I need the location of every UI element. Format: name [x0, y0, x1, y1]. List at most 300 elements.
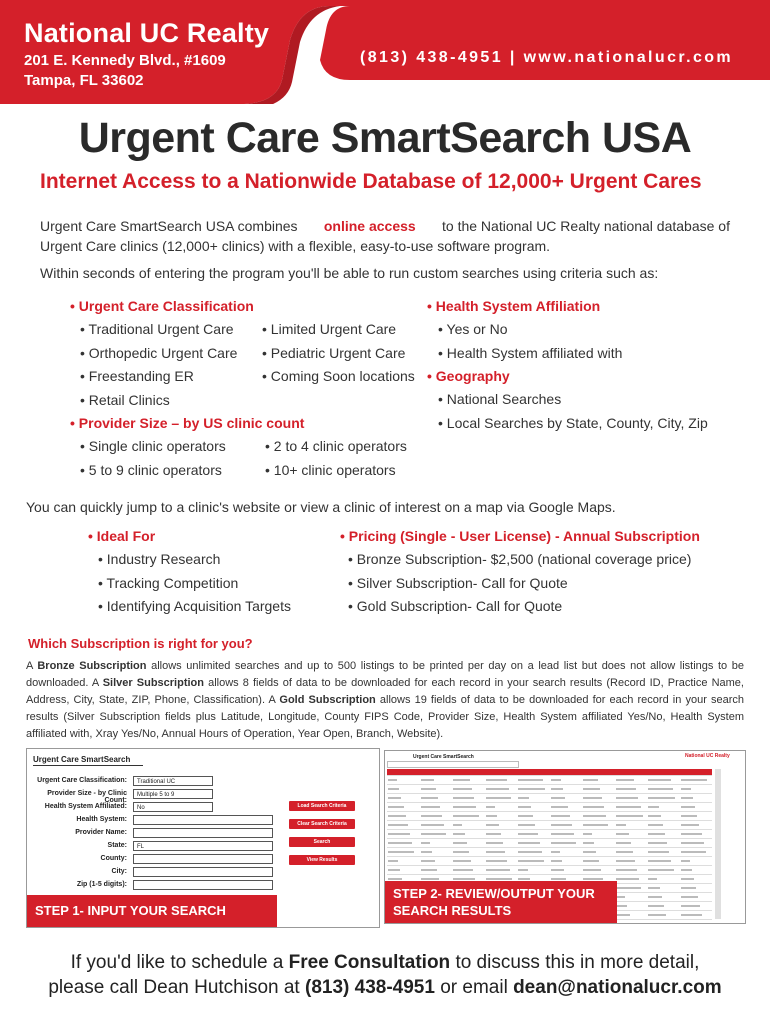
table-cell [680, 920, 713, 925]
table-cell [420, 812, 453, 821]
cell-placeholder [486, 878, 512, 880]
table-cell [387, 821, 420, 830]
gold-label: Gold Subscription [279, 694, 376, 706]
cell-placeholder [681, 833, 702, 835]
footer-text: please call Dean Hutchison at [48, 977, 300, 998]
form-label: Health System Affiliated: [44, 803, 127, 810]
cell-placeholder [518, 815, 533, 817]
cell-placeholder [551, 779, 562, 781]
table-cell [550, 848, 583, 857]
table-cell [485, 776, 518, 785]
cell-placeholder [388, 797, 401, 799]
form-label: County: [100, 855, 127, 862]
ideal-for-heading: • Ideal For [88, 528, 156, 544]
cell-placeholder [453, 878, 475, 880]
table-cell [582, 785, 615, 794]
table-cell [680, 830, 713, 839]
table-cell [550, 785, 583, 794]
table-cell [680, 776, 713, 785]
cell-placeholder [648, 833, 665, 835]
cell-placeholder [648, 923, 668, 924]
footer-email[interactable]: dean@nationalucr.com [513, 977, 722, 998]
table-cell [485, 848, 518, 857]
table-cell [452, 785, 485, 794]
table-cell [517, 857, 550, 866]
cell-placeholder [583, 851, 596, 853]
table-cell [615, 794, 648, 803]
table-cell [680, 875, 713, 884]
cell-placeholder [551, 851, 560, 853]
cell-placeholder [551, 842, 577, 844]
cell-placeholder [681, 824, 700, 826]
silver-label: Silver Subscription [102, 677, 204, 689]
list-item: • Freestanding ER [80, 368, 194, 384]
list-item: • Single clinic operators [80, 438, 226, 454]
cell-placeholder [388, 788, 399, 790]
form-label: Health System: [76, 816, 127, 823]
table-cell [420, 803, 453, 812]
cell-placeholder [648, 788, 673, 790]
cell-placeholder [453, 860, 471, 862]
cell-placeholder [518, 779, 543, 781]
table-cell [550, 866, 583, 875]
list-item: • Identifying Acquisition Targets [98, 598, 291, 614]
list-item: • Yes or No [438, 321, 508, 337]
cell-placeholder [453, 923, 468, 924]
table-cell [420, 857, 453, 866]
table-cell [517, 839, 550, 848]
free-consultation: Free Consultation [288, 952, 451, 973]
table-cell [550, 794, 583, 803]
search-form-screenshot [26, 748, 380, 950]
cell-placeholder [681, 914, 703, 916]
table-cell [387, 794, 420, 803]
table-cell [582, 830, 615, 839]
table-cell [615, 893, 648, 902]
table-row [387, 803, 712, 812]
classification-list-col2 [262, 321, 415, 392]
cell-placeholder [421, 815, 443, 817]
cell-placeholder [681, 788, 691, 790]
table-cell [582, 821, 615, 830]
cell-placeholder [421, 869, 437, 871]
table-cell [647, 902, 680, 911]
cell-placeholder [551, 788, 564, 790]
cell-placeholder [681, 896, 699, 898]
health-system-heading: • Health System Affiliation [427, 298, 601, 314]
company-address-line1: 201 E. Kennedy Blvd., #1609 [24, 52, 226, 69]
cell-placeholder [648, 878, 657, 880]
cell-placeholder [421, 842, 431, 844]
table-cell [615, 920, 648, 925]
ideal-for-list [98, 551, 291, 622]
table-cell [647, 812, 680, 821]
cell-placeholder [616, 779, 635, 781]
cell-placeholder [518, 797, 529, 799]
results-scrollbar[interactable] [715, 769, 721, 919]
cell-placeholder [486, 869, 510, 871]
clear-criteria-button[interactable]: Clear Search Criteria [289, 819, 355, 829]
table-cell [615, 884, 648, 893]
intro-text-part1: Urgent Care SmartSearch USA combines [40, 218, 298, 234]
zip-input[interactable] [133, 880, 273, 890]
cell-placeholder [616, 878, 640, 880]
list-item: • 5 to 9 clinic operators [80, 461, 222, 478]
table-cell [517, 821, 550, 830]
cell-placeholder [616, 905, 628, 907]
load-criteria-button[interactable]: Load Search Criteria [289, 801, 355, 811]
footer-line2 [0, 977, 770, 999]
table-cell [615, 785, 648, 794]
table-cell [452, 830, 485, 839]
provider-list-col1 [80, 438, 226, 485]
table-row [387, 821, 712, 830]
table-cell [615, 830, 648, 839]
list-item: • Coming Soon locations [262, 368, 415, 384]
cell-placeholder [648, 851, 669, 853]
cell-placeholder [681, 887, 697, 889]
table-cell [615, 866, 648, 875]
cell-placeholder [518, 923, 541, 924]
table-cell [485, 812, 518, 821]
intro-paragraph [40, 216, 730, 256]
cell-placeholder [486, 824, 499, 826]
table-cell [615, 911, 648, 920]
table-row [387, 839, 712, 848]
table-cell [582, 794, 615, 803]
list-item: • Silver Subscription- Call for Quote [348, 574, 568, 591]
cell-placeholder [388, 842, 412, 844]
table-cell [647, 866, 680, 875]
cell-placeholder [648, 887, 660, 889]
cell-placeholder [421, 833, 447, 835]
step2-label [385, 881, 617, 923]
geography-heading: • Geography [427, 368, 510, 384]
criteria-intro: Within seconds of entering the program you'll be able to run custom searches using criteria such as: [40, 265, 659, 281]
table-cell [452, 857, 485, 866]
list-item: • Orthopedic Urgent Care [80, 344, 238, 361]
cell-placeholder [648, 824, 663, 826]
table-cell [680, 803, 713, 812]
table-cell [647, 920, 680, 925]
cell-placeholder [421, 797, 438, 799]
table-cell [647, 785, 680, 794]
cell-placeholder [453, 842, 467, 844]
table-row [387, 830, 712, 839]
table-cell [615, 812, 648, 821]
classification-heading: • Urgent Care Classification [70, 298, 254, 314]
cell-placeholder [616, 914, 630, 916]
table-cell [420, 776, 453, 785]
cell-placeholder [518, 869, 528, 871]
table-cell [420, 848, 453, 857]
table-cell [582, 839, 615, 848]
cell-placeholder [551, 923, 578, 924]
google-maps-line: You can quickly jump to a clinic's website or view a clinic of interest on a map via Google Maps. [26, 499, 616, 515]
cell-placeholder [583, 869, 601, 871]
table-cell [420, 794, 453, 803]
cell-placeholder [518, 833, 538, 835]
table-cell [647, 911, 680, 920]
cell-placeholder [583, 833, 592, 835]
table-cell [680, 785, 713, 794]
table-cell [615, 902, 648, 911]
cell-placeholder [388, 833, 410, 835]
list-item: • National Searches [438, 391, 562, 407]
cell-placeholder [583, 788, 600, 790]
cell-placeholder [583, 815, 606, 817]
table-cell [420, 839, 453, 848]
county-input[interactable] [133, 854, 273, 864]
table-cell [420, 830, 453, 839]
table-cell [387, 866, 420, 875]
table-cell [387, 839, 420, 848]
search-button[interactable]: Search [289, 837, 355, 847]
health-system-input[interactable] [133, 815, 273, 825]
table-cell [452, 866, 485, 875]
cell-placeholder [388, 860, 398, 862]
table-cell [452, 803, 485, 812]
table-cell [615, 839, 648, 848]
table-cell [517, 776, 550, 785]
contact-phone-website[interactable]: (813) 438-4951 | www.nationalucr.com [360, 49, 734, 66]
city-input[interactable] [133, 867, 273, 877]
classification-list-col1 [80, 321, 237, 415]
cell-placeholder [681, 860, 690, 862]
bronze-text: allows unlimited searches and up to 500 listings to be printed per day on a lead list but does not allow listings to be downloaded. A [26, 660, 745, 689]
cell-placeholder [616, 788, 637, 790]
cell-placeholder [616, 923, 632, 924]
table-cell [485, 830, 518, 839]
cell-placeholder [518, 806, 531, 808]
cell-placeholder [616, 869, 638, 871]
cell-placeholder [453, 797, 474, 799]
cell-placeholder [453, 815, 479, 817]
cell-placeholder [518, 851, 542, 853]
table-cell [615, 803, 648, 812]
table-cell [550, 812, 583, 821]
cell-placeholder [486, 788, 509, 790]
table-cell [485, 839, 518, 848]
intro-highlight: online access [323, 218, 416, 234]
cell-placeholder [518, 878, 530, 880]
table-cell [387, 857, 420, 866]
cell-placeholder [681, 878, 694, 880]
cell-placeholder [681, 806, 696, 808]
view-results-button[interactable]: View Results [289, 855, 355, 865]
which-subscription-heading: Which Subscription is right for you? [28, 636, 253, 651]
page-title: Urgent Care SmartSearch USA [78, 114, 692, 162]
cell-placeholder [583, 806, 604, 808]
cell-placeholder [681, 842, 704, 844]
table-cell [680, 857, 713, 866]
table-row [387, 776, 712, 785]
cell-placeholder [681, 851, 706, 853]
form-label: Provider Name: [75, 829, 127, 836]
cell-placeholder [583, 842, 594, 844]
cell-placeholder [648, 842, 667, 844]
table-cell [680, 848, 713, 857]
table-cell [647, 839, 680, 848]
table-cell [387, 812, 420, 821]
form-title: Urgent Care SmartSearch [33, 755, 143, 766]
provider-size-heading: • Provider Size – by US clinic count [70, 415, 305, 431]
table-cell [582, 866, 615, 875]
cell-placeholder [616, 797, 639, 799]
cell-placeholder [388, 869, 400, 871]
table-cell [680, 812, 713, 821]
results-title: Urgent Care SmartSearch [413, 754, 474, 760]
cell-placeholder [616, 815, 643, 817]
cell-placeholder [551, 878, 567, 880]
cell-placeholder [551, 860, 563, 862]
table-row [387, 857, 712, 866]
pricing-heading: • Pricing (Single - User License) - Annual Subscription [340, 528, 700, 544]
provider-size-select[interactable]: Multiple 5 to 9 [133, 789, 213, 799]
form-label: State: [107, 842, 127, 849]
table-cell [452, 821, 485, 830]
cell-placeholder [616, 842, 631, 844]
table-cell [680, 884, 713, 893]
health-system-list [438, 321, 622, 368]
form-label: Zip (1-5 digits): [76, 881, 127, 888]
cell-placeholder [388, 815, 406, 817]
cell-placeholder [648, 806, 659, 808]
cell-placeholder [616, 887, 642, 889]
results-toolbar [387, 761, 519, 768]
table-cell [647, 830, 680, 839]
cell-placeholder [616, 806, 641, 808]
cell-placeholder [583, 923, 595, 924]
list-item: • Local Searches by State, County, City, Zip [438, 414, 708, 431]
table-cell [452, 794, 485, 803]
cell-placeholder [388, 806, 404, 808]
footer-text: or email [440, 977, 508, 998]
table-cell [420, 785, 453, 794]
table-cell [517, 866, 550, 875]
results-logo: National UC Realty [685, 753, 730, 759]
list-item: • Tracking Competition [98, 574, 239, 591]
health-affiliated-select[interactable]: No [133, 802, 213, 812]
table-cell [517, 785, 550, 794]
cell-placeholder [648, 896, 662, 898]
cell-placeholder [453, 806, 476, 808]
table-cell [680, 893, 713, 902]
table-row [387, 785, 712, 794]
cell-placeholder [388, 878, 402, 880]
cell-placeholder [486, 842, 504, 844]
table-cell [615, 776, 648, 785]
company-name: National UC Realty [24, 18, 270, 48]
list-item: • Gold Subscription- Call for Quote [348, 598, 563, 614]
cell-placeholder [681, 797, 694, 799]
footer-phone[interactable]: (813) 438-4951 [305, 977, 435, 998]
table-cell [615, 875, 648, 884]
list-item: • 2 to 4 clinic operators [265, 438, 407, 454]
intro-text-part2: to the National UC Realty national database of [442, 218, 730, 234]
cell-placeholder [551, 806, 568, 808]
cell-placeholder [648, 797, 675, 799]
classification-select[interactable]: Traditional UC [133, 776, 213, 786]
list-item: • Pediatric Urgent Care [262, 344, 406, 361]
cell-placeholder [616, 860, 636, 862]
provider-name-input[interactable] [133, 828, 273, 838]
table-cell [485, 785, 518, 794]
cell-placeholder [583, 824, 608, 826]
cell-placeholder [518, 788, 545, 790]
table-cell [550, 830, 583, 839]
table-cell [387, 776, 420, 785]
cell-placeholder [486, 797, 511, 799]
table-cell [485, 857, 518, 866]
cell-placeholder [551, 797, 566, 799]
search-results-screenshot [384, 750, 746, 924]
table-cell [387, 803, 420, 812]
table-row [387, 794, 712, 803]
cell-placeholder [583, 797, 602, 799]
cell-placeholder [583, 878, 603, 880]
gold-text: allows 19 fields of data to be downloaded for each record in your search results (Silver Subscription fields plus Latitude, Longitude, County FIPS Code, Provider Size, Health System affiliated Yes/No, Health System affiliated with, Xray Yes/No, Annual Hours of Operation, Year Open, Branch, Website). [26, 694, 744, 740]
table-cell [647, 803, 680, 812]
cell-placeholder [486, 833, 502, 835]
table-cell [485, 803, 518, 812]
table-cell [517, 830, 550, 839]
cell-placeholder [583, 779, 598, 781]
step2-label-line1: STEP 2- REVIEW/OUTPUT YOUR [393, 886, 595, 901]
list-item: • Limited Urgent Care [262, 321, 397, 337]
cell-placeholder [616, 824, 627, 826]
table-cell [550, 803, 583, 812]
step1-label: STEP 1- INPUT YOUR SEARCH CRITERA [27, 895, 277, 927]
state-input[interactable]: FL [133, 841, 273, 851]
table-cell [680, 821, 713, 830]
table-cell [550, 857, 583, 866]
table-cell [387, 785, 420, 794]
cell-placeholder [648, 779, 671, 781]
cell-placeholder [648, 914, 666, 916]
table-cell [452, 848, 485, 857]
list-item: • Retail Clinics [80, 391, 170, 408]
cell-placeholder [648, 869, 674, 871]
table-cell [582, 803, 615, 812]
cell-placeholder [551, 869, 565, 871]
table-cell [420, 866, 453, 875]
cell-placeholder [616, 851, 633, 853]
cell-placeholder [486, 851, 506, 853]
bronze-label: Bronze Subscription [37, 660, 147, 672]
table-cell [517, 803, 550, 812]
cell-placeholder [453, 779, 470, 781]
footer-text: to discuss this in more detail, [455, 952, 700, 973]
cell-placeholder [616, 833, 629, 835]
list-item: • Bronze Subscription- $2,500 (national coverage price) [348, 551, 692, 567]
cell-placeholder [453, 833, 465, 835]
table-cell [647, 884, 680, 893]
cell-placeholder [421, 851, 433, 853]
table-cell [387, 830, 420, 839]
table-row [387, 848, 712, 857]
cell-placeholder [421, 923, 432, 924]
cell-placeholder [421, 824, 445, 826]
table-cell [517, 794, 550, 803]
table-cell [387, 848, 420, 857]
cell-placeholder [648, 905, 664, 907]
intro-text-line2: Urgent Care clinics (12,000+ clinics) with a flexible, easy-to-use software program. [40, 238, 551, 254]
cell-placeholder [518, 824, 535, 826]
table-cell [550, 839, 583, 848]
table-cell [647, 848, 680, 857]
cell-placeholder [486, 923, 505, 924]
